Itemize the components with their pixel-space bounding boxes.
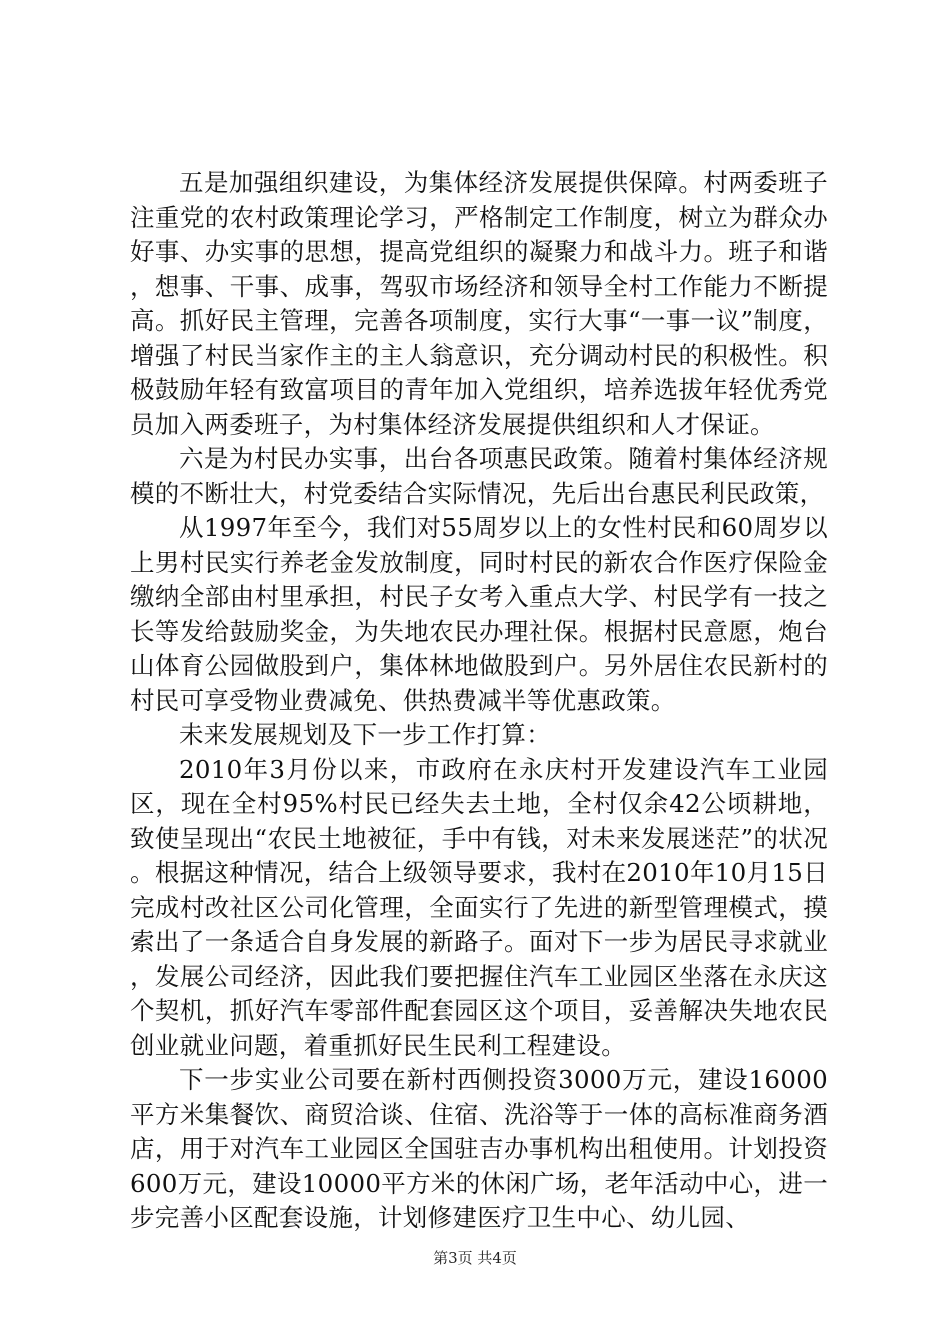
paragraph-industrial-park: 2010年3月份以来，市政府在永庆村开发建设汽车工业园区，现在全村95%村民已经失去土地，全村仅余42公顷耕地，致使呈现出“农民土地被征，手中有钱，对未来发展迷茫”的状况。根据这种情况，结合上级领导要求，我村在2010年10月15日完成村改社区公司化管理，全面实行了先进的新型管理模式，摸索出了一条适合自身发展的新路子。面对下一步为居民寻求就业，发展公司经济，因此我们要把握住汽车工业园区坐落在永庆这个契机，抓好汽车零部件配套园区这个项目，妥善解决失地农民创业就业问题，着重抓好民生民利工程建设。 <box>130 754 828 1060</box>
document-body <box>130 166 828 1236</box>
paragraph-next-step-investment: 下一步实业公司要在新村西侧投资3000万元，建设16000平方米集餐饮、商贸洽谈、住宿、洗浴等于一体的高标准商务酒店，用于对汽车工业园区全国驻吉办事机构出租使用。计划投资600万元，建设10000平方米的休闲广场，老年活动中心，进一步完善小区配套设施，计划修建医疗卫生中心、幼儿园、 <box>130 1065 828 1232</box>
paragraph-future-plan-heading: 未来发展规划及下一步工作打算： <box>179 720 551 749</box>
paragraph-organization-building: 五是加强组织建设，为集体经济发展提供保障。村两委班子注重党的农村政策理论学习，严格制定工作制度，树立为群众办好事、办实事的思想，提高党组织的凝聚力和战斗力。班子和谐，想事、干事、成事，驾驭市场经济和领导全村工作能力不断提高。抓好民主管理，完善各项制度，实行大事“一事一议”制度，增强了村民当家作主的主人翁意识，充分调动村民的积极性。积极鼓励年轻有致富项目的青年加入党组织，培养选拔年轻优秀党员加入两委班子，为村集体经济发展提供组织和人才保证。 <box>130 168 828 439</box>
paragraph-pension-insurance: 从1997年至今，我们对55周岁以上的女性村民和60周岁以上男村民实行养老金发放制度，同时村民的新农合作医疗保险金缴纳全部由村里承担，村民子女考入重点大学、村民学有一技之长等发给鼓励奖金，为失地农民办理社保。根据村民意愿，炮台山体育公园做股到户，集体林地做股到户。另外居住农民新村的村民可享受物业费减免、供热费减半等优惠政策。 <box>130 513 828 715</box>
page-number-footer: 第3页 共4页 <box>433 1249 517 1267</box>
paragraph-welfare-policies: 六是为村民办实事，出台各项惠民政策。随着村集体经济规模的不断壮大，村党委结合实际情况，先后出台惠民利民政策， <box>130 444 828 508</box>
